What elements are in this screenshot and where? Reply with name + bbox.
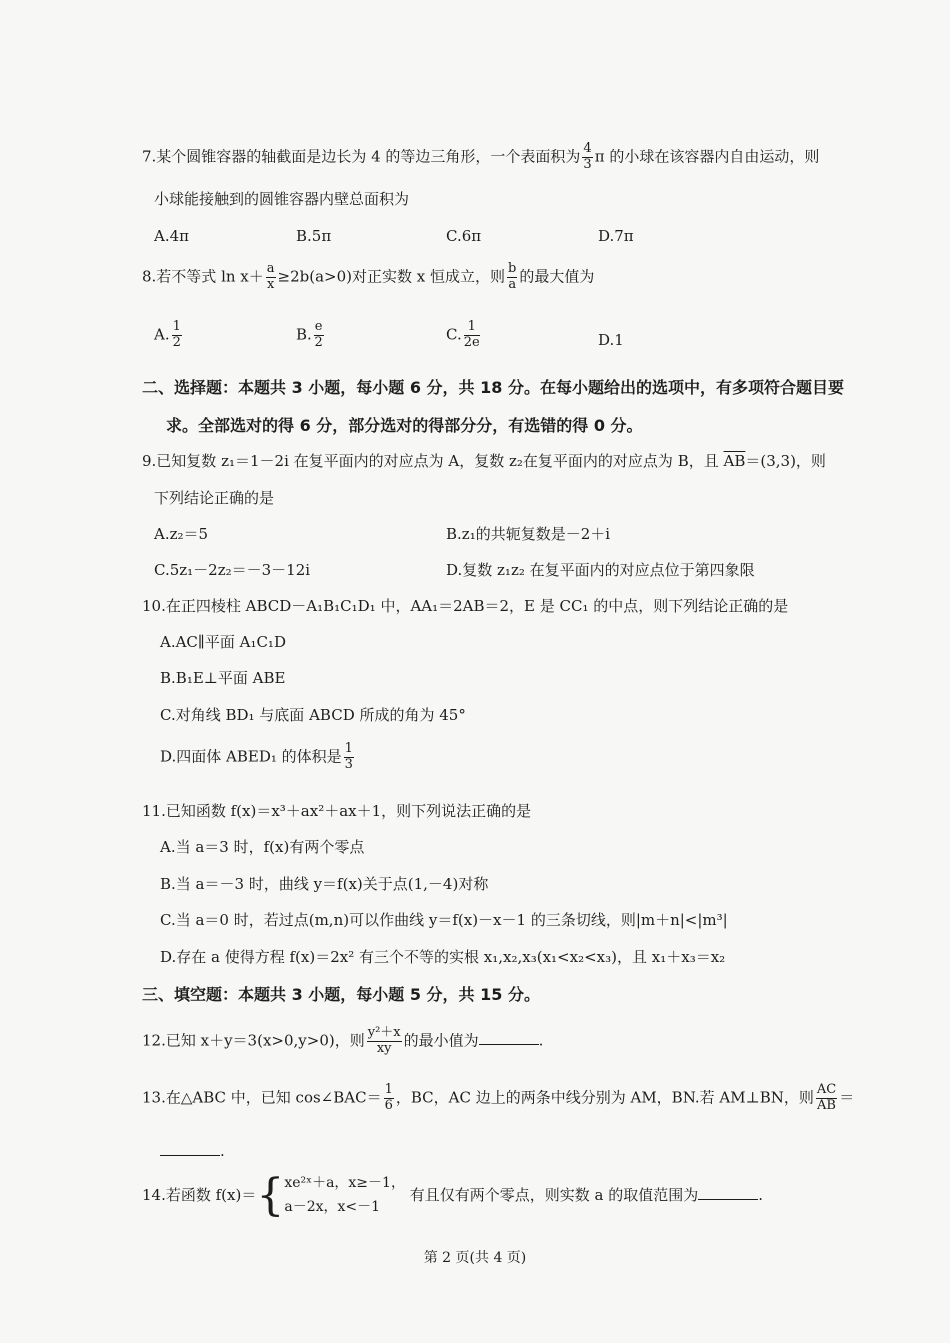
q8-opt-a-den: 2 [172,334,181,350]
q10-stem: 10.在正四棱柱 ABCD－A₁B₁C₁D₁ 中，AA₁＝2AB＝2，E 是 CC₁ 的中点，则下列结论正确的是 [142,597,789,615]
q13-text-b: ，BC，AC 边上的两条中线分别为 AM，BN.若 AM⊥BN，则 [395,1088,814,1107]
q8-f2-den: a [508,276,517,292]
q8-stem [142,262,594,293]
section3-heading: 三、填空题：本题共 3 小题，每小题 5 分，共 15 分。 [142,985,540,1004]
q7-option-d: D.7π [598,227,634,245]
q10-opt-d-den: 3 [344,756,353,772]
q14-case1: xe²ˣ＋a，x≥－1， [284,1175,405,1191]
q13-end: . [220,1142,225,1160]
q8-text-a: 8.若不等式 ln x＋ [142,267,264,286]
q8-opt-c-frac [464,320,480,351]
q7-frac-den: 3 [583,156,592,172]
q7-line2: 小球能接触到的圆锥容器内壁总面积为 [154,190,410,208]
q8-opt-b-label: B. [296,325,312,344]
q12-text-b: 的最小值为 [403,1031,479,1050]
q10-option-a: A.AC∥平面 A₁C₁D [160,633,286,651]
q10-option-b: B.B₁E⊥平面 ABE [160,669,286,687]
q7-option-a: A.4π [154,227,190,245]
q7-text-a: 7.某个圆锥容器的轴截面是边长为 4 的等边三角形，一个表面积为 [142,147,581,166]
q8-frac-b-over-a [507,262,517,293]
page-number: 第 2 页(共 4 页) [423,1250,527,1266]
q14-text-a: 14.若函数 f(x)＝ [142,1185,257,1204]
q8-opt-a-num: 1 [172,319,181,334]
q14-stem [142,1169,763,1221]
q12-text-a: 12.已知 x＋y＝3(x>0,y>0)，则 [142,1031,365,1050]
q14-answer-blank[interactable] [698,1199,758,1200]
q8-opt-b-den: 2 [314,334,323,350]
q10-opt-d-frac [344,742,354,773]
q9-text-a: 9.已知复数 z₁＝1－2i 在复平面内的对应点为 A，复数 z₂在复平面内的对应点为 B，且 [142,452,719,470]
q14-piecewise [284,1172,405,1220]
q12-fraction [367,1026,402,1057]
q8-text-c: 的最大值为 [519,267,595,286]
q8-option-a [154,320,184,351]
q10-option-d [160,742,356,773]
q12-end: . [538,1031,544,1050]
q9-option-a: A.z₂＝5 [154,525,209,543]
q13-answer-line [160,1142,225,1160]
q8-option-b [296,320,326,351]
section2-heading-line2: 求。全部选对的得 6 分，部分选对的得部分分，有选错的得 0 分。 [166,416,643,435]
q13-f2-num: AC [816,1082,837,1097]
q8-option-c [446,320,482,351]
q14-end: . [758,1185,763,1204]
q11-option-b: B.当 a＝－3 时，曲线 y＝f(x)关于点(1,－4)对称 [160,875,489,893]
q7-line1 [142,142,819,173]
q9-option-b: B.z₁的共轭复数是－2＋i [446,525,611,543]
q7-frac-num: 4 [583,141,592,156]
q9-line2: 下列结论正确的是 [154,489,275,507]
q11-option-d: D.存在 a 使得方程 f(x)＝2x² 有三个不等的实根 x₁,x₂,x₃(x₁<x₂<x₃)，且 x₁＋x₃＝x₂ [160,948,726,966]
q13-text-c: ＝ [839,1088,855,1107]
q8-opt-a-frac [172,320,182,351]
q11-option-a: A.当 a＝3 时，f(x)有两个零点 [160,838,365,856]
q8-frac-a-over-x [266,262,276,293]
q14-case2: a－2x，x<－1 [284,1198,381,1215]
q12-stem [142,1026,543,1057]
q8-opt-c-num: 1 [464,320,480,336]
q9-stem [142,452,826,470]
q10-option-c: C.对角线 BD₁ 与底面 ABCD 所成的角为 45° [160,706,466,724]
q11-stem: 11.已知函数 f(x)＝x³＋ax²＋ax＋1，则下列说法正确的是 [142,802,532,820]
q7-option-c: C.6π [446,227,482,245]
q7-option-b: B.5π [296,227,332,245]
q13-frac-cos [384,1083,394,1114]
q8-option-d: D.1 [598,331,624,349]
q7-fraction [582,142,592,173]
q8-opt-c-label: C. [446,325,462,344]
q13-text-a: 13.在△ABC 中，已知 cos∠BAC＝ [142,1088,382,1107]
q14-text-b: 有且仅有两个零点，则实数 a 的取值范围为 [409,1185,699,1204]
q13-frac-ratio [816,1083,837,1114]
q12-answer-blank[interactable] [479,1044,539,1045]
q8-opt-b-frac [314,320,324,351]
q9-option-d: D.复数 z₁z₂ 在复平面内的对应点位于第四象限 [446,561,755,579]
q13-stem [142,1083,854,1114]
q12-frac-num: y²＋x [367,1025,401,1040]
q9-text-b: ＝(3,3)，则 [745,452,826,470]
q10-opt-d-num: 1 [344,741,353,756]
q14-brace: { [256,1169,285,1221]
q7-text-b: π 的小球在该容器内自由运动，则 [594,147,820,166]
q13-f1-den: 6 [384,1097,393,1113]
q8-opt-b-num: e [314,319,323,334]
q9-option-c: C.5z₁－2z₂＝－3－12i [154,561,311,579]
q8-text-b: ≥2b(a>0)对正实数 x 恒成立，则 [277,267,506,286]
q8-f1-den: x [266,276,275,292]
q9-vector-ab: $\overline{AB}$ [723,452,746,470]
q8-opt-a-label: A. [154,325,170,344]
q8-f1-num: a [266,261,275,276]
q13-f2-den: AB [817,1097,836,1113]
q13-f1-num: 1 [384,1082,393,1097]
q13-answer-blank[interactable] [160,1155,220,1156]
q8-opt-c-den: 2e [463,334,480,350]
q10-opt-d-text: D.四面体 ABED₁ 的体积是 [160,747,342,766]
q8-f2-num: b [508,261,517,276]
q11-option-c: C.当 a＝0 时，若过点(m,n)可以作曲线 y＝f(x)－x－1 的三条切线，则|m＋n|<|m³| [160,911,728,929]
section2-heading-line1: 二、选择题：本题共 3 小题，每小题 6 分，共 18 分。在每小题给出的选项中，有多项符合题目要 [142,378,844,397]
q12-frac-den: xy [376,1040,392,1056]
